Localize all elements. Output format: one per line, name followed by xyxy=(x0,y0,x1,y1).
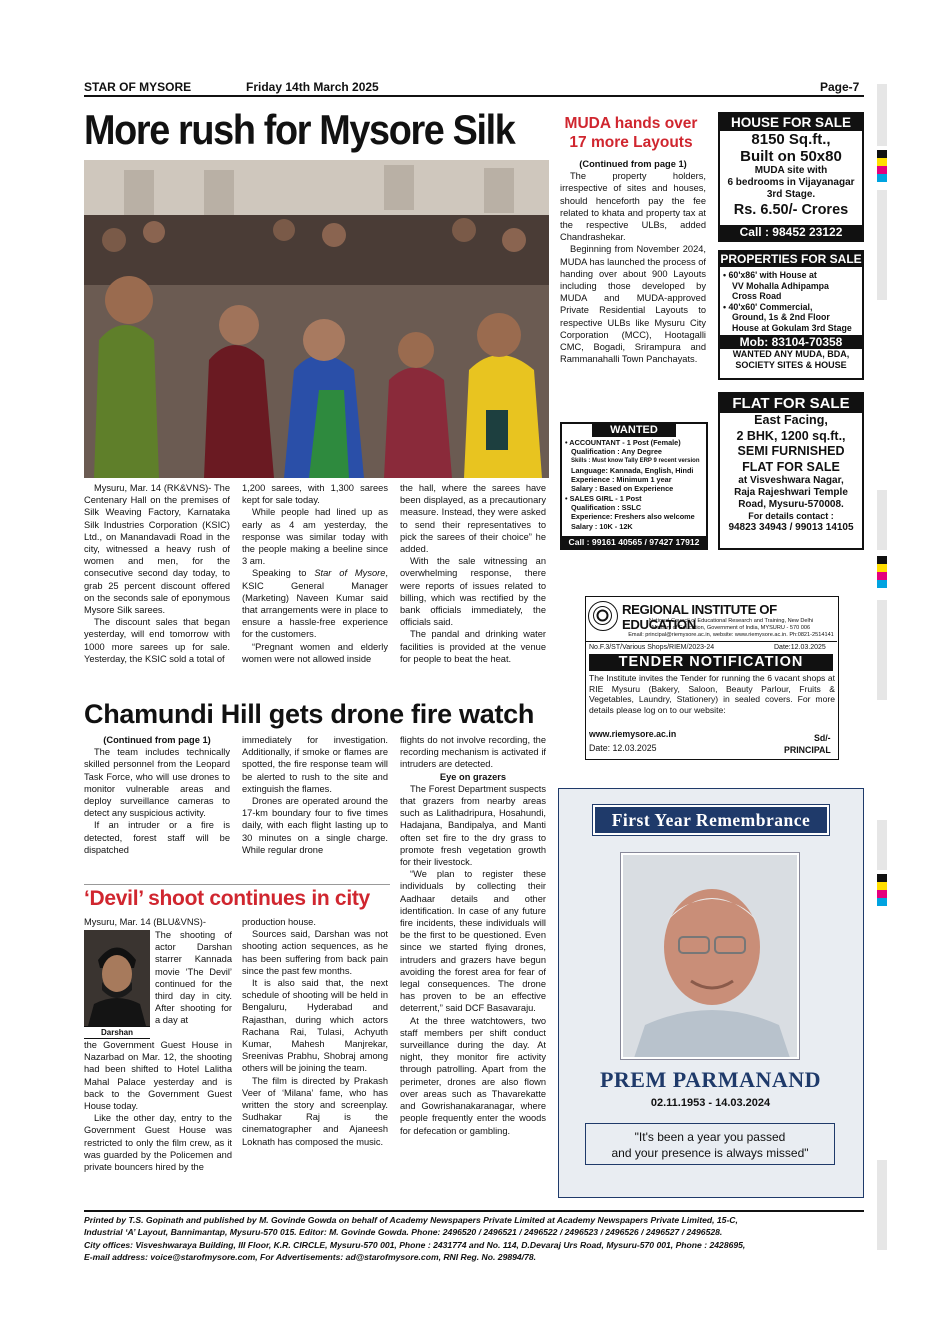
drone-subhead: Eye on grazers xyxy=(439,771,507,782)
devil-dateline: Mysuru, Mar. 14 (BLU&VNS)- xyxy=(84,917,206,927)
ad-line: Skills : Must know Tally ERP 9 recent version xyxy=(571,457,700,464)
darshan-photo xyxy=(84,930,150,1026)
ad-line: • SALES GIRL - 1 Post xyxy=(565,493,642,503)
photo-caption: Darshan xyxy=(84,1026,150,1039)
memorial-quote-line: "It's been a year you passed xyxy=(634,1130,786,1144)
footer-line: E-mail address: voice@starofmysore.com, For Advertisements: ad@starofmysore.com, RNI Reg. No. 29894/78. xyxy=(84,1252,537,1263)
devil-column-2 xyxy=(242,916,388,1148)
margin-strip xyxy=(877,820,887,870)
memorial-portrait xyxy=(621,853,799,1059)
devil-wrap-text: The shooting of actor Darshan starrer Kannada movie ‘The Devil’ continued for the third day in city. After shooting for a day at xyxy=(155,930,232,1026)
ad-title: PROPERTIES FOR SALE xyxy=(720,252,862,266)
ad-line: Built on 50x80 xyxy=(740,148,842,165)
margin-strip xyxy=(877,490,887,550)
ad-line: • 60'x86' with House at xyxy=(723,270,817,280)
drone-headline: Chamundi Hill gets drone fire watch xyxy=(84,699,535,729)
devil-paragraph: production house. xyxy=(242,917,316,927)
ad-phone: 94823 34943 / 99013 14105 xyxy=(728,522,854,533)
ad-line: 6 bedrooms in Vijayanagar xyxy=(727,177,855,188)
ad-line: House at Gokulam 3rd Stage xyxy=(732,322,852,333)
ad-line: Ground, 1s & 2nd Floor xyxy=(732,312,830,322)
ad-phone: Call : 98452 23122 xyxy=(720,225,862,240)
silk-crowd-photo xyxy=(84,160,549,478)
ad-line: Road, Mysuru-570008. xyxy=(738,499,844,510)
drone-paragraph: At the three watchtowers, two staff members per shift conduct surveillance during the day. At night, they monitor fire activity through patrolling. Apart from the perimeter, drones are also flown over areas such as Thavarekatte and Gowrishanakaranagar, where people frequently enter the woods for defecation or gambling. xyxy=(400,1015,546,1136)
ad-line: FLAT FOR SALE xyxy=(742,459,840,474)
ad-line: Experience : Minimum 1 year xyxy=(571,475,672,485)
rie-signature: Sd/- xyxy=(814,733,831,743)
ad-title: HOUSE FOR SALE xyxy=(720,114,862,131)
rie-subtitle: National Council of Educational Research and Training, New Delhi xyxy=(648,618,814,624)
muda-paragraph: Beginning from November 2024, MUDA has launched the process of handing over about 900 Layouts including those developed by MUDA and MUDA-approved Private Residential Layouts to respective ULBs like Mysuru City Corporation (MCC), Hootagalli CMC, Bogadi, Srirampura and Rammanahalli Town Panchayats. xyxy=(560,244,706,365)
margin-strip xyxy=(877,190,887,300)
footer-imprint xyxy=(84,1214,864,1264)
color-mark-black xyxy=(877,556,887,564)
drone-column-3 xyxy=(400,734,546,1137)
ad-line: Salary : Based on Experience xyxy=(571,484,674,494)
ad-line: 8150 Sq.ft., xyxy=(751,131,831,148)
ad-title: FLAT FOR SALE xyxy=(720,394,862,413)
ad-body xyxy=(720,267,862,333)
color-mark-black xyxy=(877,150,887,158)
ad-wanted xyxy=(560,422,708,550)
margin-strip xyxy=(877,84,887,146)
drone-paragraph: immediately for investigation. Additionally, if smoke or flames are spotted, the fire response team will be alerted to rush to the site and extinguish the flames. xyxy=(242,735,388,794)
color-mark-yellow xyxy=(877,564,887,572)
margin-strip xyxy=(877,600,887,700)
devil-paragraph: The film is directed by Prakash Veer of ‘Milana’ fame, who has written the story and screenplay. Sudhakar Raj is the cinematographer and Ajaneesh Loknath has composed the music. xyxy=(242,1075,388,1147)
ad-line: VV Mohalla Adhipampa xyxy=(732,280,829,291)
rie-tender-title: TENDER NOTIFICATION xyxy=(589,654,833,671)
ad-house-for-sale xyxy=(718,112,864,242)
drone-column-1 xyxy=(84,734,230,856)
text-span: , KSIC General Manager (Marketing) Naveen Kumar said that arrangements were in place to ensure a hassle-free experience for the customers. xyxy=(242,568,389,640)
footer-rule xyxy=(84,1210,864,1212)
color-mark-yellow xyxy=(877,882,887,890)
rie-principal: PRINCIPAL xyxy=(784,745,831,755)
color-mark-magenta xyxy=(877,890,887,898)
ad-phone: Mob: 83104-70358 xyxy=(720,335,862,349)
devil-headline: ‘Devil’ shoot continues in city xyxy=(84,887,370,910)
header-rule xyxy=(84,95,864,97)
silk-column-3 xyxy=(400,482,546,665)
memorial-name: PREM PARMANAND xyxy=(599,1067,822,1092)
silk-paragraph: While people had lined up as early as 4 am yesterday, the response was similar today with the people making a beeline since 3 am. xyxy=(242,507,388,567)
ad-line: Language: Kannada, English, Hindi xyxy=(571,465,694,475)
muda-headline: MUDA hands over 17 more Layouts xyxy=(564,115,698,151)
devil-paragraph: the Government Guest House in Nazarbad on Mar. 12, the shooting had been shifted to Hotel Lalitha Mahal Palace yesterday and is back to the Government Guest House today. xyxy=(84,1040,232,1112)
drone-paragraph: Drones are operated around the 17-km boundary four to five times daily, with each flight lasting up to 30 minutes on a single charge. While regular drone xyxy=(242,796,388,855)
color-mark-cyan xyxy=(877,174,887,182)
publication-name: Star of Mysore xyxy=(314,568,386,579)
silk-paragraph: “Pregnant women and elderly women were not allowed inside xyxy=(242,641,388,664)
ad-flat-for-sale xyxy=(718,392,864,550)
crowd-illustration xyxy=(84,160,549,478)
ad-title: WANTED xyxy=(592,424,676,437)
ad-line: Qualification : SSLC xyxy=(571,503,642,513)
footer-line: City offices: Visveshwaraya Building, III Floor, K.R. CIRCLE, Mysuru-570 001, Phone : 2431774 and No. 114, D.Devaraj Urs Road, Mysuru-570 001, Phone : 2428695, xyxy=(84,1239,746,1250)
drone-paragraph: If an intruder or a fire is detected, forest staff will be dispatched xyxy=(84,820,230,855)
paper-name: STAR OF MYSORE xyxy=(84,80,192,94)
rie-tender-notice xyxy=(585,596,839,760)
ad-line: Cross Road xyxy=(732,291,782,301)
color-mark-cyan xyxy=(877,580,887,588)
text-span: 40'x60' Commercial, xyxy=(728,301,813,312)
ad-line: 3rd Stage. xyxy=(766,189,816,200)
rie-subtitles xyxy=(624,618,838,639)
color-mark-magenta xyxy=(877,572,887,580)
color-mark-magenta xyxy=(877,166,887,174)
page-number: Page-7 xyxy=(820,80,860,94)
drone-paragraph: flights do not involve recording, the recording mechanism is activated if intruders are detected. xyxy=(400,735,546,770)
rie-subtitle: Ministry of Education, Government of India, MYSURU - 570 006 xyxy=(651,625,811,631)
rie-ref: No.F.3/ST/Various Shops/RIEM/2023-24 xyxy=(589,644,715,651)
text-span: 60'x86' with House at xyxy=(728,270,817,280)
ad-line: SEMI FURNISHED xyxy=(737,444,845,458)
rie-emblem-icon xyxy=(588,601,618,631)
muda-paragraph: The property holders, irrespective of sites and houses, should henceforth pay the fee related to khata and property tax at the respective ULBs, added Chandrashekar. xyxy=(560,171,706,243)
ad-line: For details contact : xyxy=(748,511,834,521)
color-mark-black xyxy=(877,874,887,882)
color-mark-yellow xyxy=(877,158,887,166)
color-mark-cyan xyxy=(877,898,887,906)
footer-line: Printed by T.S. Gopinath and published by M. Govinde Gowda on behalf of Academy Newspapers Private Limited at Academy Newspapers Private Limited, 15-C, xyxy=(84,1215,738,1225)
devil-paragraph: Sources said, Darshan was not shooting action sequences, as he has been suffering from back pain since the past few months. xyxy=(242,929,388,976)
drone-column-2 xyxy=(242,734,388,856)
devil-paragraph: Like the other day, entry to the Government Guest House was restricted to only the film crew, as it was guarded by the Policemen and private bouncers hired by the xyxy=(84,1113,232,1173)
silk-paragraph: The pandal and drinking water facilities is provided at the venue for people to beat the heat. xyxy=(400,629,546,664)
ad-phone: Call : 99161 40565 / 97427 17912 xyxy=(562,536,706,548)
rie-ref-date: Date:12.03.2025 xyxy=(774,644,826,651)
ad-line: • ACCOUNTANT - 1 Post (Female) xyxy=(565,438,681,447)
continued-note: (Continued from page 1) xyxy=(579,159,687,169)
ad-line: 2 BHK, 1200 sq.ft., xyxy=(736,428,846,443)
ad-line: • 40'x60' Commercial, xyxy=(723,301,813,312)
ad-line: Experience: Freshers also welcome xyxy=(571,512,695,522)
memorial-quote-line: and your presence is always missed" xyxy=(611,1146,809,1160)
silk-paragraph: The discount sales that began yesterday, will end tomorrow with 1000 more sarees up for sale. Yesterday, the KSIC sold a total of xyxy=(84,617,230,664)
memorial-dates: 02.11.1953 - 14.03.2024 xyxy=(650,1097,771,1109)
margin-strip xyxy=(877,1160,887,1250)
ad-line: Raja Rajeshwari Temple xyxy=(734,487,848,498)
rie-name: REGIONAL INSTITUTE OF EDUCATION xyxy=(622,602,777,632)
silk-paragraph xyxy=(242,567,388,640)
memorial-title: First Year Remembrance xyxy=(593,805,829,835)
memorial-quote-box xyxy=(585,1123,835,1165)
rie-date: Date: 12.03.2025 xyxy=(589,743,657,753)
ad-line: East Facing, xyxy=(754,413,828,427)
memorial-ad xyxy=(558,788,864,1198)
silk-paragraph: 1,200 sarees, with 1,300 sarees kept for sale today. xyxy=(242,483,388,506)
ad-line: Salary : 10K - 12K xyxy=(571,521,633,531)
footer-line: Industrial ‘A’ Layout, Bannimantap, Mysuru-570 015. Editor: M. Govinde Gowda. Phone: 2496520 / 2496521 / 2496522 / 2496523 / 2496526 / 2496527 / 2496528. xyxy=(84,1227,723,1238)
silk-paragraph: With the sale witnessing an overwhelming response, there were reports of issues related to billing, which was rectified by the bank officials immediately, the officials said. xyxy=(400,556,546,628)
issue-date: Friday 14th March 2025 xyxy=(246,80,379,94)
drone-paragraph: The team includes technically skilled personnel from the Leopard Task Force, who will use drones to monitor vulnerable areas and deploy surveillance cameras to detect any suspicious activity. xyxy=(84,747,230,819)
rie-subtitle: Email: principal@riemysore.ac.in, website: www.riemysore.ac.in. Ph:0821-2514141 xyxy=(628,632,834,638)
silk-headline: More rush for Mysore Silk xyxy=(84,106,515,153)
drone-paragraph: The Forest Department suspects that grazers from nearby areas such as Lalithadripura, Hosahundi, Hadajana, Bandipalya, and Manti often set fire to the dry grass to promote fresh vegetation growth for their livestock. xyxy=(400,783,546,868)
ad-price: Rs. 6.50/- Crores xyxy=(733,202,849,218)
silk-column-2 xyxy=(242,482,388,665)
continued-note: (Continued from page 1) xyxy=(103,735,211,745)
ad-line: at Visveshwara Nagar, xyxy=(738,475,844,486)
silk-paragraph: the hall, where the sarees have been displayed, as a precautionary measure. Instead, they were asked to send their representatives to pick the sarees of their choice” he added. xyxy=(400,483,546,555)
rie-rule xyxy=(586,641,837,642)
ad-properties-for-sale xyxy=(718,250,864,380)
ad-line: Qualification : Any Degree xyxy=(571,447,662,457)
drone-paragraph: “We plan to register these individuals by collecting their Aadhaar details and other identification. In case of any future fire incidents, these individuals will be the first to be questioned. Even since we started flying drones, intruders and grazers have begun avoiding the forest area for fear of legal consequences. The drone has proven to be an effective deterrent,” said DCF Basavaraju. xyxy=(400,869,546,1014)
devil-paragraph: It is also said that, the next schedule of shooting will be held in Bengaluru, Hyderabad and Rajasthan, during which actors Rachana Rai, Tulasi, Achyuth Kumar, Mahesh Manjrekar, Sreenivas Prabhu, Shobraj among others will be joining the team. xyxy=(242,978,388,1074)
ad-line: WANTED ANY MUDA, BDA, SOCIETY SITES & HOUSE xyxy=(732,349,850,370)
ad-line: MUDA site with xyxy=(754,165,828,176)
silk-paragraph: Mysuru, Mar. 14 (RK&VNS)- The Centenary Hall on the premises of Silk Weaving Factory, Karnataka Silk Industries Corporation (KSIC) Ltd., on Manandavadi Road in the city, witnessed a heavy rush of women and men, for the consecutive second day today, to grab 25 percent discount offered on the seconds sale of eponymous Mysore Silk sarees. xyxy=(84,483,230,616)
rie-website: www.riemysore.ac.in xyxy=(589,729,677,739)
text-span: Speaking to xyxy=(252,568,315,579)
devil-column-1 xyxy=(84,1039,232,1173)
ad-body xyxy=(562,437,706,532)
muda-column xyxy=(560,158,706,365)
rie-tender-body: The Institute invites the Tender for running the 6 vacant shops at RIE Mysuru (Bakery, Saloon, Beauty Parlour, Fruits & Vegetables, Laundry, Stationery) in sealed covers. For more details please log on to our website: xyxy=(589,673,835,715)
silk-column-1 xyxy=(84,482,230,665)
